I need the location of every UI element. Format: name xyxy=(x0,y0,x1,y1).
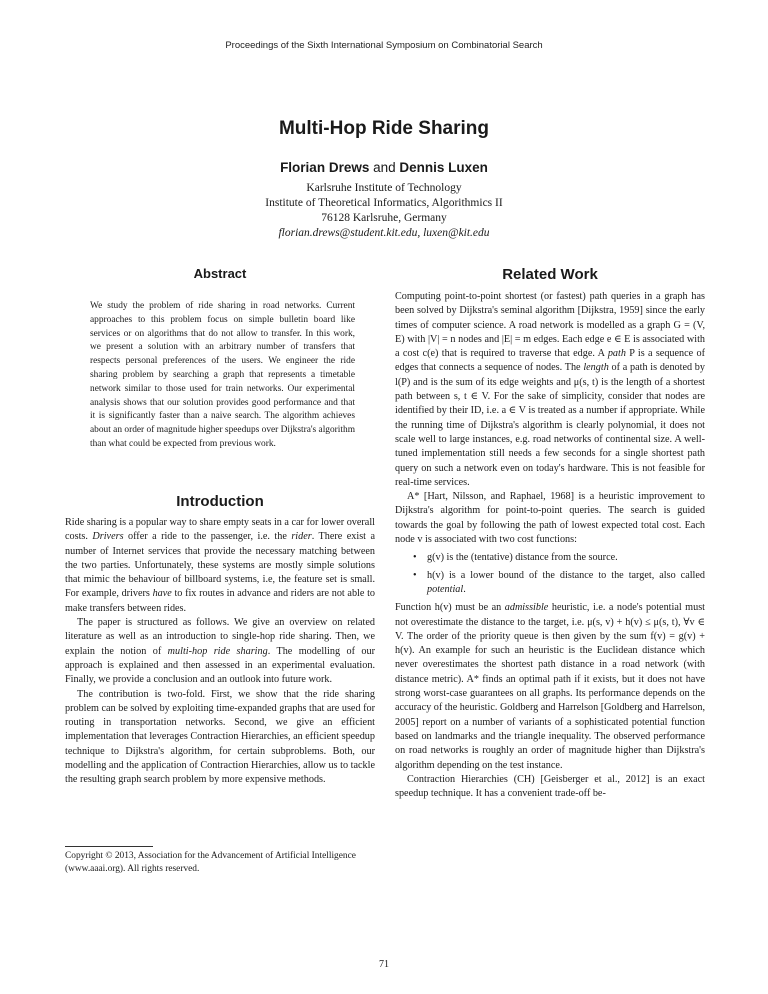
intro-paragraph-3: The contribution is two-fold. First, we show that the ride sharing problem can be solved by exploiting time-expanded graphs that are used for routing in transportation networks. Second, we give an efficient implementation that leverages Contraction Hierarchies, an efficient speedup technique to Dijkstra's algorithm, for certain subproblems. Both, our modelling and the application of Contraction Hierarchies, allow us to tackle the resulting graph search problem by more expensive methods. xyxy=(65,688,375,786)
intro-paragraph-2: The paper is structured as follows. We give an overview on related literature as well as an introduction to single-hop ride sharing. Then, we explain the notion of multi-hop ride sharing. The modelling of our approach is explained and then assessed in an experimental evaluation. Finally, we provide a conclusion and an outlook into future work. xyxy=(65,617,375,686)
author-2: Dennis Luxen xyxy=(399,160,488,175)
cost-function-list xyxy=(395,551,705,597)
list-item: • g(v) is the (tentative) distance from the source. xyxy=(395,551,705,565)
related-work-heading-wrap xyxy=(395,266,705,283)
related-paragraph-2: A* [Hart, Nilsson, and Raphael, 1968] is a heuristic improvement to Dijkstra's algorithm for point-to-point queries. The search is guided towards the goal by following the path of lowest expected total cost. Each node v is associated with two cost functions: xyxy=(395,491,705,546)
related-work-heading: Related Work xyxy=(502,266,598,283)
copyright-notice: Copyright © 2013, Association for the Advancement of Artificial Intelligence (www.aaai.org). All rights reserved. xyxy=(65,851,356,874)
abstract-heading-wrap xyxy=(65,266,375,281)
affiliation-line: Institute of Theoretical Informatics, Algorithmics II xyxy=(265,197,503,209)
affiliation-block xyxy=(0,181,768,241)
author-1: Florian Drews xyxy=(280,160,370,175)
abstract-heading: Abstract xyxy=(193,266,247,281)
related-work-body xyxy=(395,290,705,801)
abstract-text: We study the problem of ride sharing in road networks. Current approaches to this problem focus on simple bulletin board like services or on algorithms that do not allow to transfer. In this work, we present a solution with an arbitrary number of transfers that respects personal preferences of the users. We engineer the ride sharing problem by searching a graph that represents a timetable network similar to those used for train networks. Our experimental analysis shows that our solution provides good performance and that it is significantly faster than a naive search. The algorithm achieves about an order of magnitude higher speedups over Dijkstra's algorithm than what could be expected from previous work. xyxy=(90,301,355,449)
affiliation-line: 76128 Karlsruhe, Germany xyxy=(321,212,447,224)
author-and: and xyxy=(373,160,396,175)
related-paragraph-1: Computing point-to-point shortest (or fastest) path queries in a graph has been solved by Dijkstra's seminal algorithm [Dijkstra, 1959] since the early times of computer science. A road network is modelled as a graph G = (V, E) with |V| = n nodes and |E| = m edges. Each edge e ∈ E is associated with a cost c(e) that is required to traverse that edge. A path P is a sequence of edges that connects a sequence of nodes. The length of a path is denoted by l(P) and is the sum of its edge weights and μ(s, t) is the length of a shortest path between s, t ∈ V. For the sake of simplicity, consider that nodes are identified by their ID, i.e. a ∈ V is treated as a number if appropriate. While the running time of Dijkstra's algorithm is clearly polynomial, it does not scale well to large instances, e.g. road networks of continental size. A well-tuned implementation still needs a few seconds for a single shortest path query on such a network even on today's hardware. This is not feasible for real-time services. xyxy=(395,291,705,488)
introduction-heading: Introduction xyxy=(176,493,264,510)
paper-title: Multi-Hop Ride Sharing xyxy=(278,118,490,139)
list-item: • h(v) is a lower bound of the distance to the target, also called potential. xyxy=(395,569,705,598)
intro-paragraph-1: Ride sharing is a popular way to share empty seats in a car for lower overall costs. Drivers offer a ride to the passenger, i.e. the rider. There exist a number of Internet services that provide the necessary matching between the two parties. Unfortunately, these systems are mostly simple solutions that mimic the behaviour of billboard systems, i.e, the feature set is small. For example, drivers have to fix routes in advance and riders are not able to make transfers between rides. xyxy=(65,517,376,614)
related-paragraph-4: Contraction Hierarchies (CH) [Geisberger et al., 2012] is an exact speedup technique. It has a convenient trade-off be- xyxy=(395,773,705,800)
footnote-rule xyxy=(65,846,153,847)
related-paragraph-3: Function h(v) must be an admissible heuristic, i.e. a node's potential must not overestimate the distance to the target, i.e. μ(s, v) + h(v) ≤ μ(s, t), ∀v ∈ V. The order of the priority queue is then given by the sum f(v) = g(v) + h(v). An example for such an heuristic is the Euclidean distance which never overestimates the shortest path distance in a road network (with distance metric). A* finds an optimal path if it exists, but it does not have strong worst-case guarantees on all graphs. Its performance depends on the accuracy of the heuristic. Goldberg and Harrelson [Goldberg and Harrelson, 2005] report on a number of variants of a sophisticated potential function based on landmarks and the triangle inequality. The observed performance on road networks is roughly an order of magnitude higher than Dijkstra's algorithm depending on the test instance. xyxy=(395,602,705,771)
affiliation-line: Karlsruhe Institute of Technology xyxy=(306,182,462,194)
author-line xyxy=(0,160,768,175)
author-emails: florian.drews@student.kit.edu, luxen@kit.edu xyxy=(278,227,490,239)
introduction-heading-wrap xyxy=(65,493,375,510)
proceedings-header: Proceedings of the Sixth International Symposium on Combinatorial Search xyxy=(225,40,543,51)
page-number: 71 xyxy=(379,959,389,970)
introduction-body xyxy=(65,516,375,788)
